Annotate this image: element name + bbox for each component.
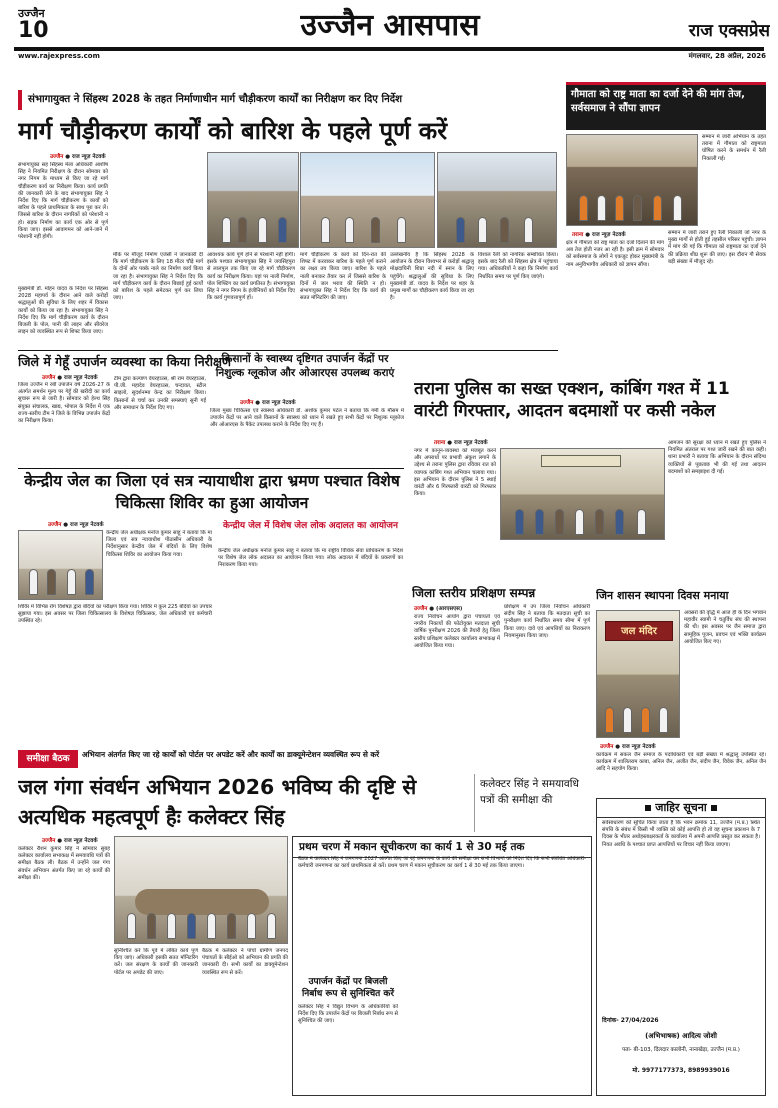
gau-headline: गौमाता को राष्ट्र माता का दर्जा देने की मांग तेज, सर्वसमाज ने सौंपा ज्ञापन xyxy=(571,89,745,114)
jail-sub-headline: केन्द्रीय जेल में विशेष जेल लोक अदालत का आयोजन xyxy=(223,521,398,531)
samiksha-tag: समीक्षा बैठक xyxy=(18,750,78,768)
census-col-a xyxy=(298,918,390,974)
health-byline xyxy=(240,398,360,406)
samiksha-kicker: अभियान अंतर्गत किए जा रहे कार्यों को पोर्टल पर अपडेट करें और कार्यों का डाक्यूमेन्टेशन व्यवस्थित रूप से करें xyxy=(82,750,380,759)
byline-city: उज्जैन xyxy=(414,606,428,612)
side-note-divider xyxy=(474,774,475,832)
census-text: बैठक में कलेक्टर सिंह ने जनगणना 2027 अंतर्गत किए जा रहे जनगणना के कार्य की समीक्षा कर सभी विभागों को निर्देश दिए कि सभी संबंधित अधिकारी-कर्मचारी जनगणना का कार्य प्राथमिकता से करें। प्रथम चरण में मकान सूचीकरण का कार्य 1 से 30 मई तक किया जाएगा। xyxy=(298,856,586,870)
website[interactable]: www.rajexpress.com xyxy=(18,52,100,60)
jail-byline xyxy=(48,520,168,528)
census-sub-headline: उपार्जन केंद्रों पर बिजली निर्बाध रूप से सुनिश्चित करें xyxy=(301,977,395,999)
lead-col1: संभागायुक्त सह सिंहस्थ मेला अधिकारी आशीष सिंह ने नियमित निरीक्षण के दौरान सोमवार को नगर निगम के माध्यम से किए जा रहे मार्ग चौड़ीकरण कार्य का निरीक्षण किया। कार्य प्रगति की जानकारी लेने के बाद संभागायुक्त सिंह ने निर्देश दिए कि मार्ग चौड़ीकरण के कार्यों को बारिश के पहले प्राथमिकता के साथ पूरा कर लें। जिससे बारिश के दौरान नागरिकों को परेशानी न हो। सड़क निर्माण का कार्य एक ओर से पूर्ण किया जाए। इससे आवागमन को आने-जाने में परेशानी नहीं होगी। xyxy=(18,162,108,241)
lead-col4: आवश्यक कार्य पूर्ण होने से परेशानी नहीं होगी। इसके पश्चात संभागायुक्त सिंह ने जयसिंहपुरा से लालपुल तक किए जा रहे मार्ग चौड़ीकरण कार्य का निरीक्षण किया। यहां पर नाली निर्माण, पोल शिफ्टिंग का कार्य प्रगतिरत है। संभागायुक्त सिंह ने नगर निगम के इंजीनियरों को निर्देश दिए कि कार्य गुणवत्तापूर्ण हों। xyxy=(207,252,295,302)
byline-desk: राज न्यूज़ नेटवर्क xyxy=(63,838,98,844)
byline-city: उज्जैन xyxy=(48,522,62,528)
gau-photo xyxy=(566,134,698,226)
notice-text: सर्वसाधारण को सूचित किया जाता है कि भवन क्रमांक 11, उज्जैन (म.प्र.) स्थित संपत्ति के संबंध में किसी भी व्यक्ति को कोई आपत्ति हो तो वह सूचना प्रकाशन के 7 दिवस के भीतर अधोहस्ताक्षरकर्ता के कार्यालय में अपनी आपत्ति प्रस्तुत कर सकता है। नियत अवधि के पश्चात प्राप्त आपत्तियों पर विचार नहीं किया जाएगा। xyxy=(602,820,760,848)
gau-text-left: क्षेत्र में गौमाता को राष्ट्र माता का दर्जा दिलाने की मांग अब तेज होती नजर आ रही है। इसी क्रम में सोमवार को सर्वसमाज के लोगों ने एकजुट होकर मुख्यमंत्री के नाम अनुविभागीय अधिकारी को ज्ञापन सौंपा। xyxy=(566,240,664,268)
training-text-right: प्रशिक्षण में उप जिला निर्वाचन अधिकारी संदीप सिंह ने बताया कि मतदाता सूची का पुनरीक्षण कार्य निर्धारित समय सीमा में पूर्ण किया जाए। दावे एवं आपत्तियों का निराकरण नियमानुसार किया जाए। xyxy=(504,604,590,639)
jail-sub-text: केन्द्रीय जेल अधीक्षक मनोज कुमार साहू ने बताया कि मा राष्ट्रीय विधिक सेवा प्राधिकरण के निर्देश पर विशेष जेल लोक अदालत का आयोजन किया गया। लोक अदालत में बंदियों के प्रकरणों का निराकरण किया गया। xyxy=(218,548,403,569)
gau-headline-box xyxy=(566,82,766,130)
notice-mobile: मो. 9977177373, 8989939016 xyxy=(632,1067,730,1074)
byline-bullet: ● xyxy=(447,440,453,446)
masthead-city: उज्जैन xyxy=(18,7,45,20)
banner-text: जल मंदिर xyxy=(621,626,657,637)
page-number: 10 xyxy=(18,19,49,43)
jal-mandir-banner xyxy=(605,621,673,641)
samiksha-col2: सुनिश्चित करें कि पूर्व में लंबित कार्य पूर्ण किए जाएं। अधिकारी इसकी सतत मॉनिटरिंग करें। जल संरक्षण के कार्यों की जानकारी पोर्टल पर अपडेट की जाए। xyxy=(114,948,198,976)
lead-headline: मार्ग चौड़ीकरण कार्यों को बारिश के पहले पूर्ण करें xyxy=(18,117,448,145)
lead-photo-2 xyxy=(300,152,435,248)
masthead xyxy=(0,0,778,64)
lead-col3: मौके पर मौजूद निर्माण एजेंसी ने जानकारी दी कि मार्ग चौड़ीकरण के लिए 18 मीटर चौड़े मार्ग के दोनों ओर पक्के नाले का निर्माण कार्य किया जा रहा है। संभागायुक्त सिंह ने निर्देश दिए कि मार्ग चौड़ीकरण कार्य के दौरान बिछाई हुई कार्यों को बारिश के पहले समेटकर पूर्ण कर लिया जाए। xyxy=(113,252,203,302)
byline-city: उज्जैन xyxy=(42,838,56,844)
lead-col7: विशाल रैली को नागरिक सम्बोधित किया। इसके बाद रैली को सिंहस्थ क्षेत्र में पहुंचाया गया। अधिकारियों ने कहा कि निर्माण कार्य निर्धारित समय पर पूर्ण किए जाएंगे। xyxy=(478,252,558,280)
byline-bullet: ● xyxy=(255,400,261,406)
gau-text-right: सम्मान में जारी तराने हुए रैली निकाली जो नगर के मुख्य मार्गों से होती हुई तहसील परिसर पहुंची। ज्ञापन में मांग की गई कि गौमाता को राष्ट्रमाता का दर्जा देने की प्रक्रिया शीघ्र शुरू की जाए। इस दौरान गौ सेवक बड़ी संख्या में मौजूद रहे। xyxy=(668,230,766,265)
jin-byline xyxy=(600,742,690,750)
jail-text-bottom: शिविर में विभिन्न रोग विशेषज्ञ द्वारा बंदियों का परीक्षण किया गया। शिविर में कुल 225 बंदियों का उपचार सुझाया गया। इस अवसर पर जिला चिकित्सालय के विशेषज्ञ चिकित्सक, जेल अधिकारी एवं कर्मचारी उपस्थित रहे। xyxy=(18,604,212,625)
tarana-photo xyxy=(500,448,665,540)
byline-city: उज्जैन xyxy=(240,400,254,406)
lead-kicker: संभागायुक्त ने सिंहस्थ 2028 के तहत निर्माणाधीन मार्ग चौड़ीकरण कार्यों का निरीक्षण कर दिए निर्देश xyxy=(28,94,403,105)
notice-date: दिनांक- 27/04/2026 xyxy=(602,1017,659,1024)
byline-city: तराना xyxy=(572,232,584,238)
samiksha-col3: बैठक में कलेक्टर ने पांचों ग्रामीण जनपद पंचायतों के सीईओ को अभियान की प्रगति की जानकारी दी। सभी कार्यों का डाक्यूमेन्टेशन व्यवस्थित रूप से करें। xyxy=(202,948,288,976)
notice-title xyxy=(597,799,765,818)
lead-kicker-box xyxy=(18,90,558,110)
meeting-table xyxy=(135,889,269,915)
byline-bullet: ● xyxy=(585,232,591,238)
section-title: उज्जैन आसपास xyxy=(300,8,480,43)
byline-desk: राज न्यूज़ नेटवर्क xyxy=(69,522,104,528)
jail-headline: केन्द्रीय जेल का जिला एवं सत्र न्यायाधीश द्वारा भ्रमण पश्चात विशेष चिकित्सा शिविर का हुआ आयोजन xyxy=(24,472,400,512)
issue-date: मंगलवार, 28 अप्रैल, 2026 xyxy=(688,52,766,60)
jin-text-bottom: कार्यक्रम में सकल जैन समाज के पदाधिकारी एवं बड़ी संख्या में श्रद्धालु उपस्थित रहे। कार्यक्रम में शालितराम काबा, अनिल जैन, अजीत जैन, संदीप जैन, विवेक जैन, अनिल जैन आदि ने सहयोग किया। xyxy=(596,752,766,773)
lead-col6: उल्लेखनीय है कि सिंहस्थ 2028 के आयोजन के दौरान विश्वभर से करोड़ों श्रद्धालु मोक्षदायिनी शिप्रा नदी में स्नान के लिए पहुंचेंगे। श्रद्धालुओं की सुविधा के लिए मुख्यमंत्री डॉ. यादव के निर्देश पर शहर के प्रमुख मार्गों का चौड़ीकरण कार्य किया जा रहा है। xyxy=(390,252,474,302)
health-text: जिला मुख्य चिकित्सा एवं स्वास्थ्य अधिकारी डॉ. अशोक कुमार पटेल ने बताया कि गर्मी के मौसम में उपार्जन केंद्रों पर आने वाले किसानों के स्वास्थ्य को ध्यान में रखते हुए सभी केंद्रों पर निशुल्क ग्लूकोज और ओआरएस के पैकेट उपलब्ध कराने के निर्देश दिए गए हैं। xyxy=(210,408,404,429)
notice-address: पता- बी-103, दिलदार कालोनी, नानाखेड़ा, उज्जैन (म.प्र.) xyxy=(622,1047,740,1053)
jin-text-right: अवसरों की वृद्धि में आज ही के दिन भगवान महावीर स्वामी ने चतुर्विध संघ की स्थापना की थी। इस अवसर पर जैन समाज द्वारा सामूहिक पूजन, प्रवचन एवं भक्ति कार्यक्रम आयोजित किए गए। xyxy=(684,610,766,645)
jin-headline: जिन शासन स्थापना दिवस मनाया xyxy=(596,589,729,602)
training-text-left: राज्य निर्वाचन आयोग द्वारा पंचायतों एवं नगरीय निकायों की फोटोयुक्त मतदाता सूची वार्षिक पुनरीक्षण 2026 की तैयारी हेतु जिला स्तरीय प्रशिक्षण कलेक्टर कार्यालय सभाकक्ष में आयोजित किया गया। xyxy=(414,614,500,649)
byline-city: उज्जैन xyxy=(50,154,64,160)
byline-city: तराना xyxy=(434,440,446,446)
lead-photo-1 xyxy=(207,152,299,248)
byline-bullet: ● xyxy=(63,522,69,528)
byline-desk: राज न्यूज़ नेटवर्क xyxy=(71,154,106,160)
byline-desk: राज न्यूज़ नेटवर्क xyxy=(261,400,296,406)
lead-photo-3 xyxy=(437,152,557,248)
wheat-headline: जिले में गेहूँ उपार्जन व्यवस्था का किया निरीक्षण xyxy=(18,354,232,369)
brand-logo: राज एक्सप्रेस xyxy=(688,21,770,41)
tarana-byline xyxy=(434,438,554,446)
byline-desk: राज न्यूज़ नेटवर्क xyxy=(63,375,98,381)
byline-bullet: ● xyxy=(57,838,63,844)
divider xyxy=(18,350,558,351)
byline-city: उज्जैन xyxy=(600,744,614,750)
masthead-top-rule xyxy=(14,47,764,51)
byline-city: उज्जैन xyxy=(42,375,56,381)
lead-col5: मार्ग चौड़ीकरण के कार्य को दिन-रात की शिफ्ट में करवाकर बारिश के पहले पूर्ण कराने का लक्ष्य तय किया जाए। बारिश के पहले नाली बनाकर तैयार कर लें जिससे बारिश के दिनों में जल भराव की स्थिति न हो। संभागायुक्त सिंह ने निर्देश दिए कि कार्य की सतत मॉनिटरिंग की जाए। xyxy=(300,252,386,302)
census-sub-text: कलेक्टर सिंह ने विद्युत विभाग के अधिकारियों को निर्देश दिए कि उपार्जन केंद्रों पर बिजली निर्बाध रूप से सुनिश्चित की जाए। xyxy=(298,1004,398,1025)
notice-right-square-icon xyxy=(711,805,717,811)
jin-photo xyxy=(596,610,680,738)
lead-col2: मुख्यमंत्री डॉ. मोहन यादव के निर्देश पर सिंहस्थ 2028 महापर्व के दौरान आने वाले करोड़ों श्रद्धालुओं की सुविधा के लिए शहर में विकास कार्यों को किया जा रहा है। संभागायुक्त सिंह ने निर्देश दिए कि मार्ग चौड़ीकरण कार्य के दौरान बिजली के पोल, पानी की लाइन और सीवरेज लाइन को व्यवस्थित रूप से शिफ्ट किया जाए। xyxy=(18,286,108,336)
notice-title-text: जाहिर सूचना xyxy=(655,801,707,814)
census-headline: प्रथम चरण में मकान सूचीकरण का कार्य 1 से 30 मई तक xyxy=(293,837,591,858)
jail-text-left: केन्द्रीय जेल अधीक्षक मनोज कुमार साहू ने बताया कि मा जिला एवं सत्र न्यायाधीश पीठासीन अधिकारी के निर्देशानुसार केन्द्रीय जेल में बंदियों के लिए विशेष चिकित्सा शिविर का आयोजन किया गया। xyxy=(106,530,212,558)
jail-photo xyxy=(18,530,103,600)
health-headline: किसानों के स्वास्थ्य दृष्टिगत उपार्जन केंद्रों पर निशुल्क ग्लूकोज और ओआरएस उपलब्ध कराएं xyxy=(215,353,395,379)
tarana-headline: तराना पुलिस का सख्त एक्शन, कांबिंग गश्त में 11 वारंटी गिरफ्तार, आदतन बदमाशों पर कसी नकेल xyxy=(414,379,730,421)
byline-bullet: ● xyxy=(615,744,621,750)
station-board xyxy=(541,455,621,467)
samiksha-side-note: कलेक्टर सिंह ने समयावधि पत्रों की समीक्षा की xyxy=(480,778,579,806)
samiksha-photo xyxy=(114,836,288,944)
samiksha-headline: जल गंगा संवर्धन अभियान 2026 भविष्य की दृष्टि से अत्यधिक महत्वपूर्ण हैः कलेक्टर सिंह xyxy=(18,775,417,829)
training-headline: जिला स्तरीय प्रशिक्षण सम्पन्न xyxy=(412,586,536,600)
byline-desk: (आरएसएस) xyxy=(435,606,463,612)
byline-desk: राज न्यूज़ नेटवर्क xyxy=(621,744,656,750)
divider xyxy=(18,468,404,469)
wheat-col1: जिला उज्जैन में रबी उपार्जन वर्ष 2026-27 के अंतर्गत समर्थन मूल्य पर गेहूँ की खरीदी का कार्य सुचारू रूप से जारी है। सोमवार को हेल्थ सिंह संयुक्त संचालक, खाद्य, भोपाल के निर्देश में एक राज्य-स्तरीय टीम ने जिले के विभिन्न उपार्जन केंद्रों का निरीक्षण किया। xyxy=(18,382,110,425)
samiksha-col1: कलेक्टर रौशन कुमार सिंह ने सोमवार सुबह कलेक्टर कार्यालय सभाकक्ष में समयावधि पत्रों की समीक्षा बैठक ली। बैठक में उन्होंने जल गंगा संवर्धन अभियान अंतर्गत किए जा रहे कार्यों की समीक्षा की। xyxy=(18,846,110,881)
notice-left-square-icon xyxy=(645,805,651,811)
lead-byline xyxy=(50,152,170,160)
byline-bullet: ● xyxy=(429,606,435,612)
byline-desk: राज न्यूज़ नेटवर्क xyxy=(591,232,626,238)
census-col-c xyxy=(402,918,588,1092)
byline-bullet: ● xyxy=(65,154,71,160)
byline-bullet: ● xyxy=(57,375,63,381)
wheat-col2: टीम द्वारा कल्याण वेयरहाउस, श्री राम वेयरहाउस, पी.जी. महादेव वेयरहाउस, चन्दावत, स्टील साइलो, सुदर्शनम्मा केन्द्र का निरीक्षण किया। किसानों से चर्चा कर उनकी समस्याएं सुनी गईं और समाधान के निर्देश दिए गए। xyxy=(114,376,206,411)
tarana-text-left: नगर में कानून-व्यवस्था को मजबूत करने और अपराधों पर प्रभावी अंकुश लगाने के उद्देश्य से तराना पुलिस द्वारा रविवार रात को व्यापक कांबिंग गश्त अभियान चलाया गया। इस अभियान के दौरान पुलिस ने 5 स्थाई वारंटी और 6 गिरफ्तारी वारंटी को गिरफ्तार किया। xyxy=(414,448,496,498)
byline-desk: राज न्यूज़ नेटवर्क xyxy=(453,440,488,446)
gau-text-top: सम्मान में जारी अभियान के तहत तराना में गौमाता को राष्ट्रमाता घोषित करने के समर्थन में रैली निकाली गई। xyxy=(702,134,766,162)
tarana-text-right: आमजन की सुरक्षा को ध्यान में रखते हुए पुलिस ने नियमित अंतराल पर गश्त जारी रखने की बात कही। थाना प्रभारी ने बताया कि अभियान के दौरान संदिग्ध व्यक्तियों से पूछताछ भी की गई तथा आदतन बदमाशों को समझाइश दी गई। xyxy=(668,440,766,475)
notice-signer: (अभिभाषक) आदित्य जोशी xyxy=(645,1032,717,1040)
